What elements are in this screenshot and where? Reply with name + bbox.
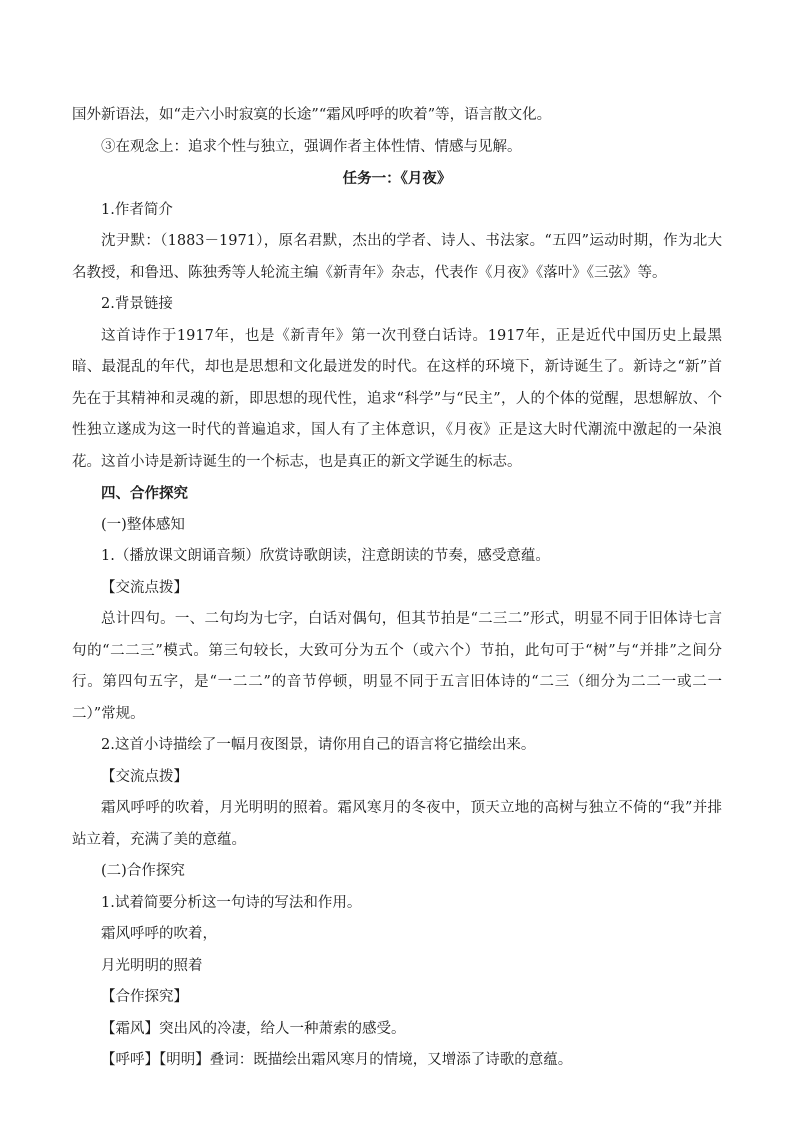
- paragraph: 2.这首小诗描绘了一幅月夜图景，请你用自己的语言将它描绘出来。: [101, 737, 536, 753]
- paragraph: 总计四句。一、二句均为七字，白话对偶句，但其节拍是“二三二”形式，明显不同于旧体诗七言句的“二二三”模式。第三句较长，大致可分为五个（或六个）节拍，此句可于“树”与“并排”之间分行。第四句五字，是“一二二”的音节停顿，明显不同于五言旧体诗的“二三（细分为二二一或二一二）”常规。: [72, 611, 722, 722]
- paragraph: ③在观念上：追求个性与独立，强调作者主体性情、情感与见解。: [101, 138, 522, 155]
- paragraph: (一)整体感知: [101, 516, 185, 533]
- document-body: [72, 100, 722, 1077]
- paragraph: 月光明明的照着: [101, 957, 203, 974]
- paragraph: 【交流点拨】: [101, 579, 188, 596]
- paragraph: 【合作探究】: [101, 989, 188, 1005]
- paragraph: 沈尹默：（1883－1971），原名君默，杰出的学者、诗人、书法家。“五四”运动时期，作为北大名教授，和鲁迅、陈独秀等人轮流主编《新青年》杂志，代表作《月夜》《落叶》《三弦》等。: [72, 233, 722, 281]
- paragraph: 这首诗作于1917年，也是《新青年》第一次刊登白话诗。1917年，正是近代中国历史上最黑暗、最混乱的年代，却也是思想和文化最迸发的时代。在这样的环境下，新诗诞生了。新诗之“新”首先在于其精神和灵魂的新，即思想的现代性，追求“科学”与“民主”，人的个体的觉醒，思想解放、个性独立遂成为这一时代的普遍追求，国人有了主体意识，《月夜》正是这大时代潮流中激起的一朵浪花。这首小诗是新诗诞生的一个标志，也是真正的新文学诞生的标志。: [72, 327, 722, 470]
- paragraph: 国外新语法，如“走六小时寂寞的长途”“霜风呼呼的吹着”等，语言散文化。: [72, 107, 552, 123]
- section-heading: 四、合作探究: [101, 485, 188, 502]
- paragraph: 2.背景链接: [101, 296, 173, 312]
- paragraph: 1.试着简要分析这一句诗的写法和作用。: [101, 894, 362, 911]
- paragraph: 1.作者简介: [101, 201, 173, 218]
- paragraph: 霜风呼呼的吹着，: [101, 926, 217, 942]
- paragraph: 【呼呼】【明明】叠词：既描绘出霜风寒月的情境，又增添了诗歌的意蕴。: [101, 1052, 573, 1068]
- paragraph: 霜风呼呼的吹着，月光明明的照着。霜风寒月的冬夜中，顶天立地的高树与独立不倚的“我”并排站立着，充满了美的意蕴。: [72, 800, 722, 848]
- paragraph: 【霜风】突出风的冷凄，给人一种萧索的感受。: [101, 1020, 406, 1037]
- paragraph: (二)合作探究: [101, 863, 185, 879]
- paragraph: 1.（播放课文朗诵音频）欣赏诗歌朗读，注意朗读的节奏，感受意蕴。: [101, 548, 550, 564]
- paragraph: 【交流点拨】: [101, 768, 188, 785]
- section-title: 任务一：《月夜》: [342, 170, 452, 187]
